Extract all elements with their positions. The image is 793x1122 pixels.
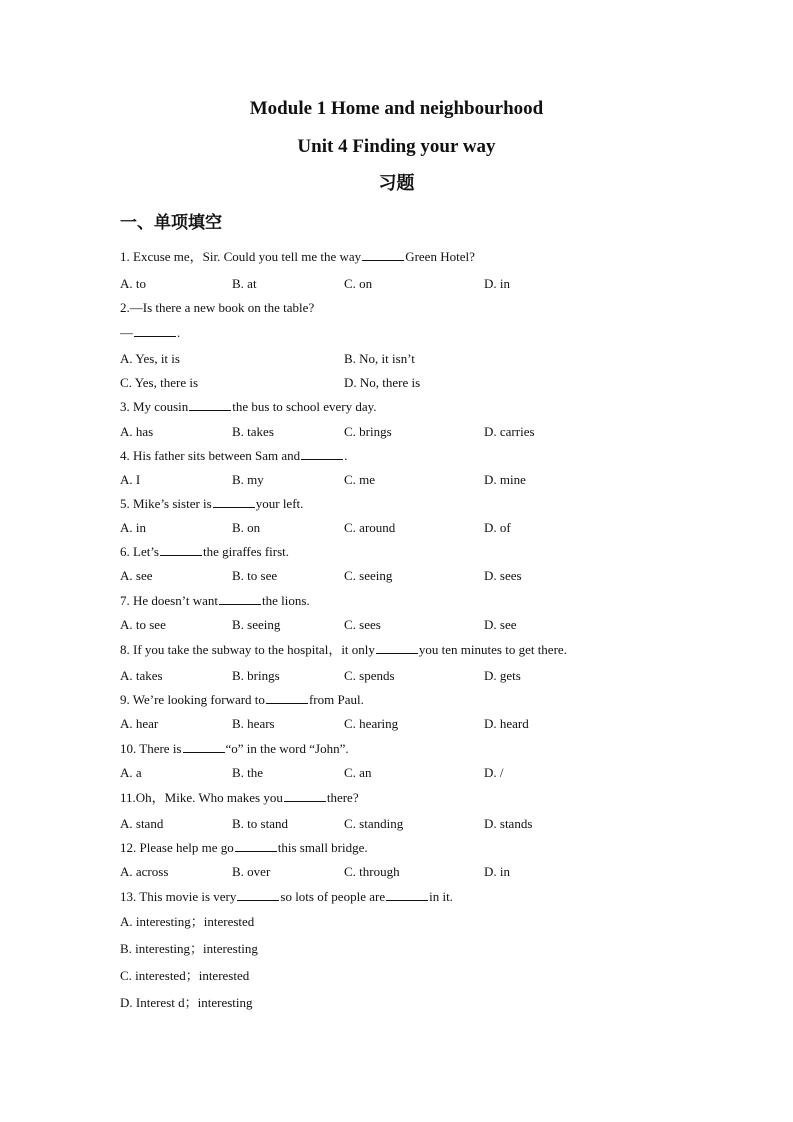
- option-c: C. standing: [344, 816, 404, 831]
- answer-blank: [266, 692, 308, 704]
- option-b: B. takes: [232, 424, 274, 439]
- option-c: C. an: [344, 765, 372, 780]
- option-a: A. I: [120, 472, 141, 487]
- question-10-stem: 10. There is “o” in the word “John”.: [120, 741, 349, 756]
- option-d: D. in: [484, 864, 510, 879]
- option-d: D. heard: [484, 716, 529, 731]
- option-c: C. me: [344, 472, 376, 487]
- option-b: B. at: [232, 276, 257, 291]
- option-b: B. hears: [232, 716, 275, 731]
- option-b: B. my: [232, 472, 264, 487]
- answer-blank: [219, 593, 261, 605]
- option-a: A. to: [120, 276, 146, 291]
- option-b: B. brings: [232, 668, 280, 683]
- answer-blank: [183, 741, 225, 753]
- option-d: D. gets: [484, 668, 521, 683]
- option-c: C. Yes, there is: [120, 375, 199, 390]
- option-b: B. seeing: [232, 617, 281, 632]
- question-9-stem: 9. We’re looking forward to from Paul.: [120, 692, 364, 707]
- option-a: A. to see: [120, 617, 166, 632]
- answer-blank: [189, 399, 231, 411]
- option-c: C. through: [344, 864, 400, 879]
- option-a: A. takes: [120, 668, 163, 683]
- option-a: A. Yes, it is: [120, 351, 180, 366]
- option-a: A. across: [120, 864, 169, 879]
- question-11-stem: 11.Oh，Mike. Who makes you there?: [120, 790, 359, 805]
- answer-blank: [386, 889, 428, 901]
- option-b: B. to stand: [232, 816, 288, 831]
- answer-blank: [376, 642, 418, 654]
- option-c: C. interested；interested: [120, 968, 250, 983]
- option-c: C. around: [344, 520, 396, 535]
- option-b: B. No, it isn’t: [344, 351, 415, 366]
- option-d: D. in: [484, 276, 510, 291]
- option-d: D. carries: [484, 424, 535, 439]
- question-8-stem: 8. If you take the subway to the hospital，it only you ten minutes to get there.: [120, 642, 567, 657]
- question-2-stem: 2.—Is there a new book on the table?: [120, 300, 315, 315]
- option-d: D. No, there is: [344, 375, 421, 390]
- option-b: B. over: [232, 864, 271, 879]
- option-c: C. spends: [344, 668, 395, 683]
- option-c: C. on: [344, 276, 373, 291]
- answer-blank: [284, 790, 326, 802]
- answer-blank: [301, 448, 343, 460]
- section-title: 一、单项填空: [120, 213, 222, 233]
- question-12-stem: 12. Please help me go this small bridge.: [120, 840, 368, 855]
- option-c: C. sees: [344, 617, 381, 632]
- question-7-stem: 7. He doesn’t want the lions.: [120, 593, 310, 608]
- option-a: A. hear: [120, 716, 159, 731]
- question-1-stem: 1. Excuse me，Sir. Could you tell me the way Green Hotel?: [120, 249, 475, 264]
- page-subtitle: Unit 4 Finding your way: [297, 136, 496, 157]
- answer-blank: [213, 496, 255, 508]
- option-a: A. stand: [120, 816, 164, 831]
- option-d: D. Interest d；interesting: [120, 995, 253, 1010]
- option-a: A. a: [120, 765, 142, 780]
- question-3-stem: 3. My cousin the bus to school every day.: [120, 399, 377, 414]
- option-a: A. see: [120, 568, 153, 583]
- answer-blank: [237, 889, 279, 901]
- question-13-stem: 13. This movie is very so lots of people are in it.: [120, 889, 453, 904]
- option-c: C. seeing: [344, 568, 393, 583]
- option-d: D. of: [484, 520, 511, 535]
- question-6-stem: 6. Let’s the giraffes first.: [120, 544, 290, 559]
- option-d: D. stands: [484, 816, 533, 831]
- option-a: A. has: [120, 424, 154, 439]
- option-b: B. on: [232, 520, 261, 535]
- answer-blank: [160, 544, 202, 556]
- question-2-answer-line: — .: [120, 325, 181, 340]
- answer-blank: [362, 249, 404, 261]
- answer-blank: [134, 325, 176, 337]
- page-heading-exercises: 习题: [378, 173, 415, 194]
- question-5-stem: 5. Mike’s sister is your left.: [120, 496, 304, 511]
- option-b: B. to see: [232, 568, 278, 583]
- option-a: A. interesting；interested: [120, 914, 255, 929]
- option-d: D. /: [484, 765, 504, 780]
- option-a: A. in: [120, 520, 146, 535]
- option-c: C. brings: [344, 424, 392, 439]
- question-4-stem: 4. His father sits between Sam and .: [120, 448, 348, 463]
- option-d: D. see: [484, 617, 517, 632]
- option-b: B. the: [232, 765, 264, 780]
- answer-blank: [235, 840, 277, 852]
- option-d: D. mine: [484, 472, 526, 487]
- option-d: D. sees: [484, 568, 522, 583]
- option-c: C. hearing: [344, 716, 399, 731]
- option-b: B. interesting；interesting: [120, 941, 258, 956]
- page-title: Module 1 Home and neighbourhood: [249, 98, 544, 119]
